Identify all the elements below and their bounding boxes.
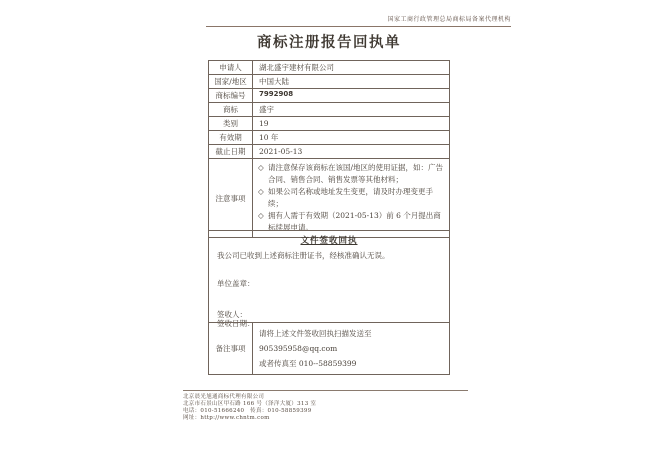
receipt-title: 文件签收回执: [300, 236, 358, 246]
row-value: 中国大陆: [253, 75, 450, 89]
row-label: 国家/地区: [209, 75, 253, 89]
table-row: [209, 75, 450, 89]
table-row: [209, 131, 450, 145]
sign-date-label: 签收日期：: [217, 319, 255, 328]
receipt-statement: 我公司已收到上述商标注册证书，经核准确认无误。: [217, 251, 390, 260]
footer-website: 网址：http://www.chntm.com: [183, 415, 270, 421]
diamond-bullet-icon: ◇: [258, 211, 264, 220]
remarks-table: [208, 322, 450, 375]
footer-company: 北京晨光旭通商标代理有限公司: [183, 394, 265, 400]
row-value: 7992908: [253, 89, 450, 103]
agency-note: 国家工商行政管理总局商标局备案代理机构: [206, 14, 511, 27]
row-label: 注意事项: [209, 159, 253, 238]
seal-label: 单位盖章：: [217, 279, 255, 288]
table-row: [209, 61, 450, 75]
signer-label: 签收人：: [217, 310, 247, 319]
row-label: 商标编号: [209, 89, 253, 103]
remarks-line: 或者传真至 010--58859399: [259, 359, 357, 368]
row-label: 备注事项: [209, 323, 253, 375]
row-value: 盛宇: [253, 103, 450, 117]
row-label: 类别: [209, 117, 253, 131]
page-title: 商标注册报告回执单: [257, 34, 401, 51]
remarks-cell: [253, 323, 450, 375]
table-row: [209, 117, 450, 131]
table-row: [209, 89, 450, 103]
row-label: 申请人: [209, 61, 253, 75]
remarks-line: 请将上述文件签收回执扫描发送至 905395958@qq.com: [259, 329, 372, 353]
footer-address: 北京市石景山区甲石路 166 号（泽洋大厦）313 室: [183, 401, 317, 407]
table-row: [209, 103, 450, 117]
note-text: 如果公司名称或地址发生变更，请及时办理变更手续；: [268, 187, 433, 208]
footer-contacts: 电话：010-51666240 传真：010-58859399: [183, 408, 312, 414]
agency-footer: [183, 390, 468, 422]
row-value: 10 年: [253, 131, 450, 145]
note-text: 拥有人需于有效期（2021-05-13）前 6 个月提出商标续展申请。: [268, 211, 441, 232]
diamond-bullet-icon: ◇: [258, 187, 264, 196]
trademark-info-table: [208, 60, 450, 238]
table-row-notes: [209, 159, 450, 238]
table-row-remarks: [209, 323, 450, 375]
table-row: [209, 145, 450, 159]
receipt-section: [208, 230, 450, 328]
note-item: [258, 186, 444, 210]
row-label: 商标: [209, 103, 253, 117]
row-label: 有效期: [209, 131, 253, 145]
note-item: [258, 162, 444, 186]
row-value: 湖北盛宇建材有限公司: [253, 61, 450, 75]
note-text: 请注意保存该商标在该国/地区的使用证据，如：广告合同、销售合同、销售发票等其他材料；: [268, 163, 444, 184]
notes-cell: [253, 159, 450, 238]
row-value: 19: [253, 117, 450, 131]
row-value: 2021-05-13: [253, 145, 450, 159]
diamond-bullet-icon: ◇: [258, 163, 264, 172]
row-label: 截止日期: [209, 145, 253, 159]
